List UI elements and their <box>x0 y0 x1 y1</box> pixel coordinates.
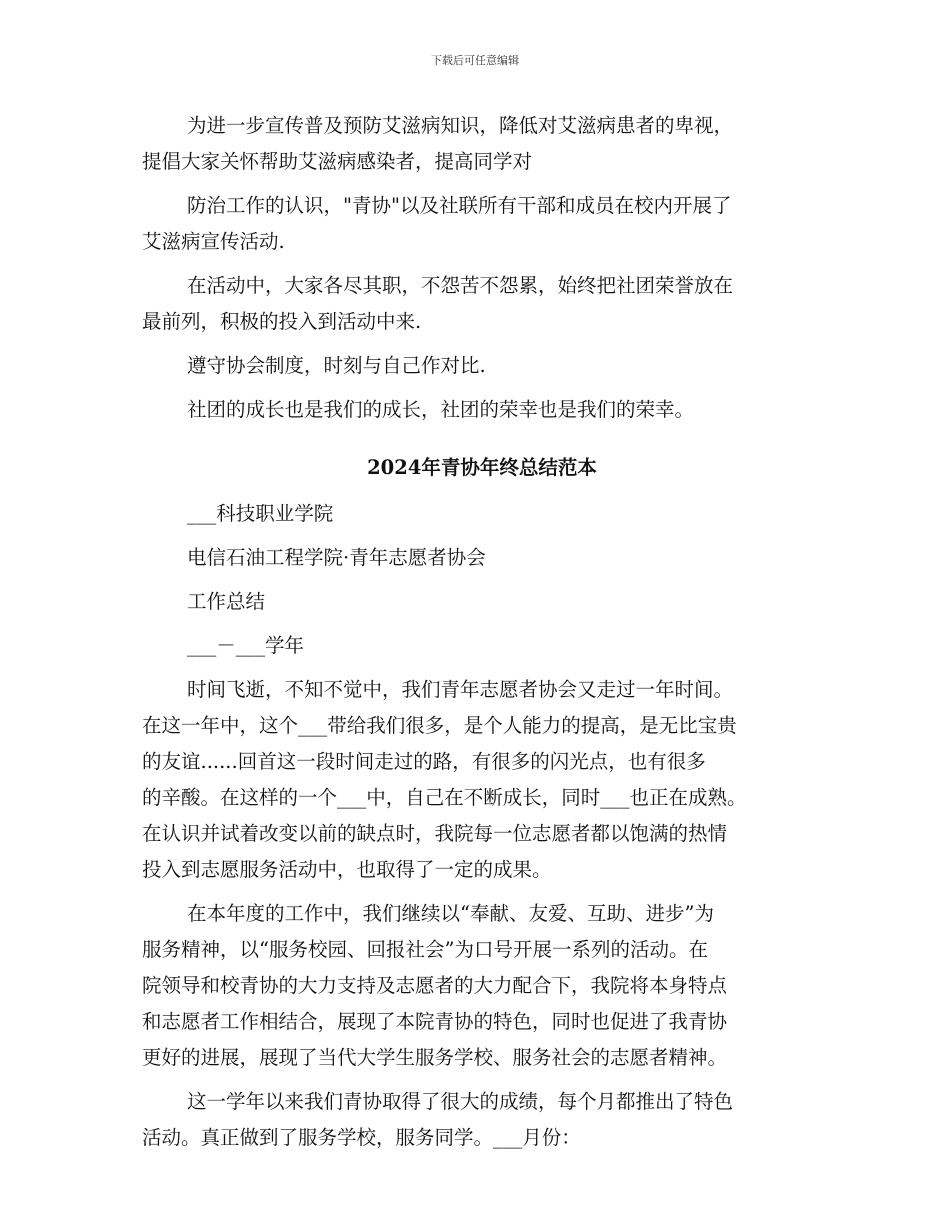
paragraph-year-review <box>142 672 822 888</box>
paragraph-rules <box>142 348 822 384</box>
text-line: 遵守协会制度，时刻与自己作对比. <box>187 354 486 377</box>
page-header-note: 下载后可任意编辑 <box>431 54 519 67</box>
paragraph-aids-intro <box>142 108 822 180</box>
text-line: 的友谊......回首这一段时间走过的路，有很多的闪光点，也有很多 <box>142 750 706 773</box>
text-line: 在活动中，大家各尽其职，不怨苦不怨累，始终把社团荣誉放在 <box>187 274 734 297</box>
text-line: 和志愿者工作相结合，展现了本院青协的特色，同时也促进了我青协 <box>142 1010 728 1033</box>
text-line: 在本年度的工作中，我们继续以“奉献、友爱、互助、进步”为 <box>187 902 714 925</box>
text-line: 在这一年中，这个___带给我们很多，是个人能力的提高，是无比宝贵 <box>142 714 737 737</box>
academic-year: ___－___学年 <box>187 634 305 657</box>
paragraph-aids-activity <box>142 188 822 260</box>
text-line: 服务精神，以“服务校园、回报社会”为口号开展一系列的活动。在 <box>142 938 708 961</box>
work-summary-label: 工作总结 <box>187 590 266 613</box>
paragraph-service-spirit <box>142 896 822 1076</box>
document-body <box>142 108 822 1156</box>
paragraph-achievements <box>142 1084 822 1156</box>
text-line: 这一学年以来我们青协取得了很大的成绩，每个月都推出了特色 <box>187 1090 734 1113</box>
school-name: ___科技职业学院 <box>187 502 334 525</box>
paragraph-teamwork <box>142 268 822 340</box>
department-name: 电信石油工程学院·青年志愿者协会 <box>187 546 486 569</box>
text-line: 社团的成长也是我们的成长，社团的荣幸也是我们的荣幸。 <box>187 398 695 421</box>
text-line: 艾滋病宣传活动. <box>142 230 285 253</box>
text-line: 活动。真正做到了服务学校，服务同学。___月份： <box>142 1126 581 1149</box>
text-line: 为进一步宣传普及预防艾滋病知识，降低对艾滋病患者的卑视， <box>187 114 734 137</box>
text-line: 提倡大家关怀帮助艾滋病感染者，提高同学对 <box>142 150 533 173</box>
document-title: 2024年青协年终总结范本 <box>367 456 597 479</box>
text-line: 防治工作的认识，"青协"以及社联所有干部和成员在校内开展了 <box>187 194 732 217</box>
text-line: 时间飞逝，不知不觉中，我们青年志愿者协会又走过一年时间。 <box>187 678 734 701</box>
text-line: 投入到志愿服务活动中，也取得了一定的成果。 <box>142 858 552 881</box>
text-line: 在认识并试着改变以前的缺点时，我院每一位志愿者都以饱满的热情 <box>142 822 728 845</box>
paragraph-growth <box>142 392 822 428</box>
text-line: 的辛酸。在这样的一个___中，自己在不断成长，同时___也正在成熟。 <box>142 786 747 809</box>
text-line: 最前列，积极的投入到活动中来. <box>142 310 422 333</box>
text-line: 更好的进展，展现了当代大学生服务学校、服务社会的志愿者精神。 <box>142 1046 728 1069</box>
text-line: 院领导和校青协的大力支持及志愿者的大力配合下，我院将本身特点 <box>142 974 728 997</box>
